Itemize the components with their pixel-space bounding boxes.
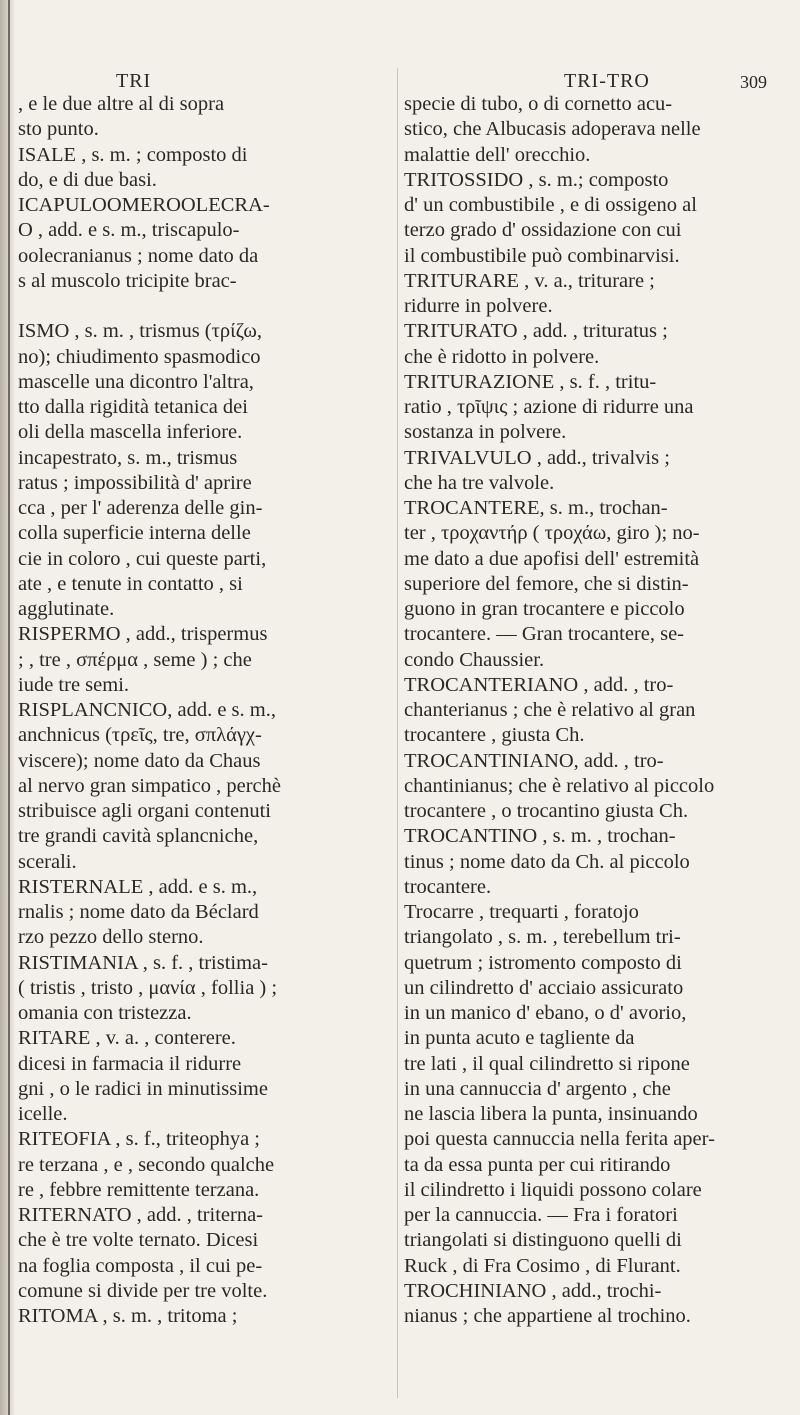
text-line: in un manico d' ebano, o d' avorio, xyxy=(404,1002,687,1024)
text-line: gni , o le radici in minutissime xyxy=(18,1077,268,1100)
text-line: quetrum ; istromento composto di xyxy=(404,951,682,974)
text-line: tinus ; nome dato da Ch. al piccolo xyxy=(404,850,690,873)
text-line: TRITOSSIDO , s. m.; composto xyxy=(404,168,669,191)
text-line: ISMO , s. m. , trismus (τρίζω, xyxy=(18,320,262,343)
text-line: triangolati si distinguono quelli di xyxy=(404,1229,682,1252)
text-line: cie in coloro , cui queste parti, xyxy=(18,547,267,570)
text-line: oolecranianus ; nome dato da xyxy=(18,244,259,267)
text-line: anchnicus (τρεῖς, tre, σπλάγχ- xyxy=(18,724,262,747)
text-line: dicesi in farmacia il ridurre xyxy=(18,1052,242,1075)
text-line: chantinianus; che è relativo al piccolo xyxy=(404,774,715,797)
text-line: che ha tre valvole. xyxy=(404,471,555,494)
text-line: rzo pezzo dello sterno. xyxy=(18,926,204,949)
text-line: RISPLANCNICO, add. e s. m., xyxy=(18,699,276,721)
text-line: do, e di due basi. xyxy=(18,168,157,191)
text-line: che è ridotto in polvere. xyxy=(404,345,600,368)
text-line: RITARE , v. a. , conterere. xyxy=(18,1027,236,1050)
text-line: incapestrato, s. m., trismus xyxy=(18,446,238,469)
text-line: ne lascia libera la punta, insinuando xyxy=(404,1103,698,1125)
text-line: ratio , τρῖψις ; azione di ridurre una xyxy=(404,396,694,418)
text-line: ICAPULOOMEROOLECRA- xyxy=(18,194,270,216)
text-line: trocantere. — Gran trocantere, se- xyxy=(404,623,685,646)
text-line: tre lati , il qual cilindretto si ripone xyxy=(404,1052,690,1075)
text-line: cca , per l' aderenza delle gin- xyxy=(18,497,263,519)
binding-edge xyxy=(8,0,10,1415)
text-line: stico, che Albucasis adoperava nelle xyxy=(404,118,701,141)
text-line: trocantere , o trocantino giusta Ch. xyxy=(404,800,689,822)
text-line: il combustibile può combinarvisi. xyxy=(404,244,680,267)
text-line: TROCHINIANO , add., trochi- xyxy=(404,1279,662,1302)
text-line: iude tre semi. xyxy=(18,673,130,696)
text-line: re , febbre remittente terzana. xyxy=(18,1178,260,1201)
text-line: TRITURAZIONE , s. f. , tritu- xyxy=(404,370,657,393)
text-line: poi questa cannuccia nella ferita aper- xyxy=(404,1128,715,1151)
text-line: superiore del femore, che si distin- xyxy=(404,572,689,595)
text-line: ratus ; impossibilità d' aprire xyxy=(18,471,252,494)
text-line: terzo grado d' ossidazione con cui xyxy=(404,219,682,242)
text-line: icelle. xyxy=(18,1103,68,1125)
text-line: , e le due altre al di sopra xyxy=(18,93,225,115)
text-line: RITERNATO , add. , triterna- xyxy=(18,1204,263,1226)
text-line: tto dalla rigidità tetanica dei xyxy=(18,396,248,418)
running-head-left: TRI xyxy=(116,70,152,92)
text-line: sostanza in polvere. xyxy=(404,421,567,444)
text-line: ; , tre , σπέρμα , seme ) ; che xyxy=(18,648,252,671)
text-line: il cilindretto i liquidi possono colare xyxy=(404,1178,702,1201)
text-line: in punta acuto e tagliente da xyxy=(404,1027,635,1050)
text-line: me dato a due apofisi dell' estremità xyxy=(404,547,700,570)
text-line xyxy=(18,294,281,319)
text-line: colla superficie interna delle xyxy=(18,522,251,545)
page-number: 309 xyxy=(740,72,767,92)
text-line: guono in gran trocantere e piccolo xyxy=(404,598,685,620)
text-line: TRITURATO , add. , trituratus ; xyxy=(404,320,668,343)
text-line: RISTERNALE , add. e s. m., xyxy=(18,875,258,898)
text-line: TRIVALVULO , add., trivalvis ; xyxy=(404,446,670,469)
text-line: trocantere , giusta Ch. xyxy=(404,724,585,747)
text-line: nianus ; che appartiene al trochino. xyxy=(404,1305,691,1327)
text-line: RISPERMO , add., trispermus xyxy=(18,623,268,646)
text-line: rnalis ; nome dato da Béclard xyxy=(18,901,259,923)
text-line: per la cannuccia. — Fra i foratori xyxy=(404,1204,678,1226)
text-line: omania con tristezza. xyxy=(18,1002,192,1024)
text-line: specie di tubo, o di cornetto acu- xyxy=(404,93,673,115)
text-line: ( tristis , tristo , μανία , follia ) ; xyxy=(18,976,278,999)
text-line: chanterianus ; che è relativo al gran xyxy=(404,699,696,721)
text-line: no); chiudimento spasmodico xyxy=(18,345,261,368)
text-line: TROCANTERIANO , add. , tro- xyxy=(404,673,674,696)
text-line: s al muscolo tricipite brac- xyxy=(18,269,237,292)
binding-shadow xyxy=(0,0,14,1415)
right-column-text xyxy=(404,92,715,1329)
text-line: TROCANTERE, s. m., trochan- xyxy=(404,497,668,519)
text-line: ta da essa punta per cui ritirando xyxy=(404,1153,671,1176)
text-line: in una cannuccia d' argento , che xyxy=(404,1077,671,1100)
text-line: oli della mascella inferiore. xyxy=(18,421,243,444)
text-line: trocantere. xyxy=(404,875,492,898)
running-head-right: TRI-TRO xyxy=(564,70,650,92)
text-line: triangolato , s. m. , terebellum tri- xyxy=(404,926,681,949)
text-line: ridurre in polvere. xyxy=(404,295,553,317)
text-line: d' un combustibile , e di ossigeno al xyxy=(404,194,697,216)
text-line: TROCANTINIANO, add. , tro- xyxy=(404,749,664,772)
text-line: agglutinate. xyxy=(18,598,115,620)
text-line: ISALE , s. m. ; composto di xyxy=(18,143,248,166)
text-line: RITOMA , s. m. , tritoma ; xyxy=(18,1305,238,1327)
text-line: Ruck , di Fra Cosimo , di Flurant. xyxy=(404,1254,681,1277)
text-line: TROCANTINO , s. m. , trochan- xyxy=(404,825,676,848)
text-line: na foglia composta , il cui pe- xyxy=(18,1254,263,1277)
text-line: malattie dell' orecchio. xyxy=(404,143,591,166)
text-line: RISTIMANIA , s. f. , tristima- xyxy=(18,951,268,974)
text-line: un cilindretto d' acciaio assicurato xyxy=(404,976,684,999)
text-line: viscere); nome dato da Chaus xyxy=(18,749,261,772)
text-line: ter , τροχαντήρ ( τροχάω, giro ); no- xyxy=(404,522,700,545)
text-line: condo Chaussier. xyxy=(404,648,545,671)
text-line: TRITURARE , v. a., triturare ; xyxy=(404,269,655,292)
text-line: O , add. e s. m., triscapulo- xyxy=(18,219,240,242)
text-line: RITEOFIA , s. f., triteophya ; xyxy=(18,1128,260,1151)
text-line: scerali. xyxy=(18,850,77,873)
column-divider xyxy=(397,68,398,1398)
text-line: Trocarre , trequarti , foratojo xyxy=(404,901,639,923)
text-line: tre grandi cavità splancniche, xyxy=(18,825,259,848)
text-line: mascelle una dicontro l'altra, xyxy=(18,370,254,393)
left-column-text xyxy=(18,92,281,1329)
text-line: comune si divide per tre volte. xyxy=(18,1279,268,1302)
text-line: sto punto. xyxy=(18,118,99,141)
text-line: al nervo gran simpatico , perchè xyxy=(18,774,281,797)
text-line: ate , e tenute in contatto , si xyxy=(18,572,243,595)
text-line: che è tre volte ternato. Dicesi xyxy=(18,1229,259,1252)
text-line: stribuisce agli organi contenuti xyxy=(18,800,271,822)
text-line: re terzana , e , secondo qualche xyxy=(18,1153,275,1176)
